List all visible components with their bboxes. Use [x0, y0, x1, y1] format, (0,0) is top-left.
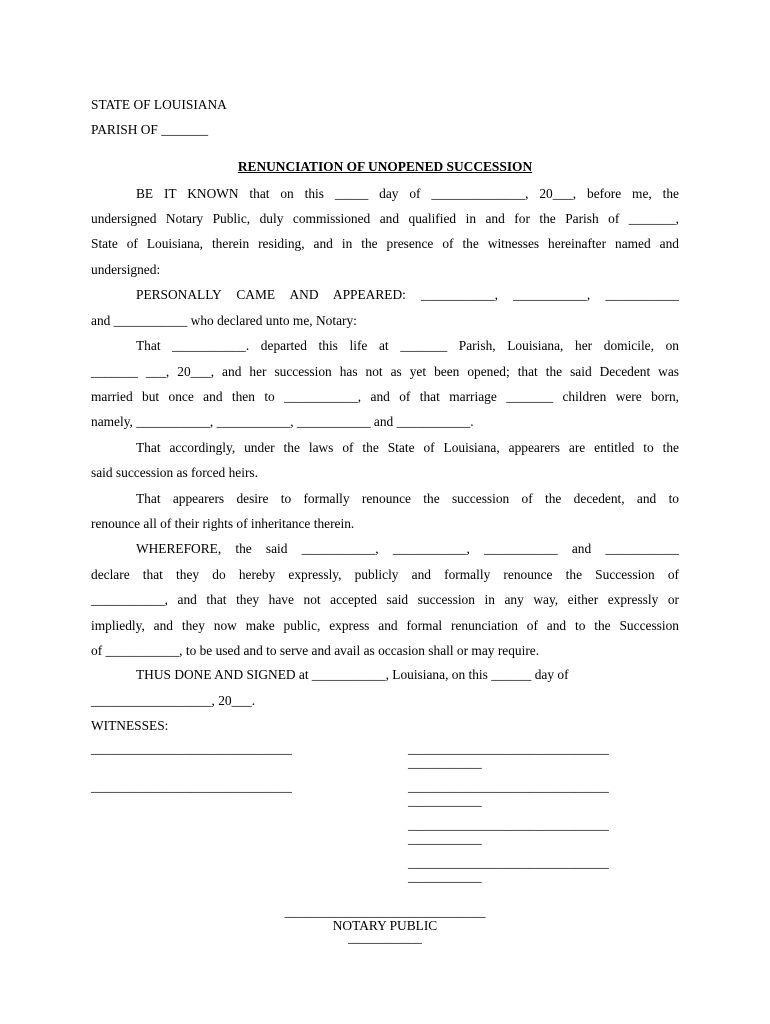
- appearer-signature-line-4: ______________________________: [408, 855, 609, 870]
- witness-signature-line-1: ______________________________: [91, 741, 292, 756]
- notary-public-label: NOTARY PUBLIC: [332, 918, 438, 933]
- appearer-signature-subline-4: ___________: [408, 869, 482, 884]
- appearer-signature-line-3: ______________________________: [408, 817, 609, 832]
- paragraph-wherefore-line-2: declare that they do hereby expressly, publicly and formally renounce the Succession of: [91, 567, 679, 582]
- paragraph-desire-line-1: That appearers desire to formally renounce the succession of the decedent, and to: [136, 491, 679, 506]
- state-heading: STATE OF LOUISIANA: [91, 97, 227, 112]
- parish-heading: PARISH OF _______: [91, 122, 209, 137]
- appearer-signature-subline-2: ___________: [408, 793, 482, 808]
- witness-signature-line-2: ______________________________: [91, 779, 292, 794]
- paragraph-appeared-line-1: PERSONALLY CAME AND APPEARED: ___________, ___________, ___________: [136, 287, 679, 302]
- paragraph-that-line-3: married but once and then to ___________, and of that marriage _______ children were born,: [91, 389, 679, 404]
- paragraph-wherefore-line-1: WHEREFORE, the said ___________, ___________, ___________ and ___________: [136, 541, 679, 556]
- paragraph-known-line-2: undersigned Notary Public, duly commissioned and qualified in and for the Parish of _______,: [91, 211, 679, 226]
- paragraph-that-line-4: namely, ___________, ___________, ___________ and ___________.: [91, 414, 474, 429]
- paragraph-accordingly-line-1: That accordingly, under the laws of the State of Louisiana, appearers are entitled to the: [136, 440, 679, 455]
- notary-subline: ___________: [348, 930, 422, 945]
- notary-signature-line: ______________________________: [284, 904, 486, 919]
- paragraph-accordingly-line-2: said succession as forced heirs.: [91, 465, 258, 480]
- paragraph-wherefore-line-4: impliedly, and they now make public, express and formal renunciation of and to the Succession: [91, 618, 679, 633]
- appearer-signature-line-1: ______________________________: [408, 741, 609, 756]
- witnesses-label: WITNESSES:: [91, 718, 169, 733]
- paragraph-wherefore-line-5: of ___________, to be used and to serve and avail as occasion shall or may require.: [91, 643, 540, 658]
- appearer-signature-subline-3: ___________: [408, 831, 482, 846]
- paragraph-wherefore-line-3: ___________, and that they have not accepted said succession in any way, either expressly or: [91, 592, 679, 607]
- document-title: RENUNCIATION OF UNOPENED SUCCESSION: [237, 159, 533, 174]
- paragraph-known-line-4: undersigned:: [91, 262, 161, 277]
- paragraph-known-line-3: State of Louisiana, therein residing, and in the presence of the witnesses hereinafter named and: [91, 236, 679, 251]
- paragraph-appeared-line-2: and ___________ who declared unto me, Notary:: [91, 313, 357, 328]
- paragraph-that-line-1: That ___________. departed this life at _______ Parish, Louisiana, her domicile, on: [136, 338, 679, 353]
- appearer-signature-subline-1: ___________: [408, 755, 482, 770]
- paragraph-known-line-1: BE IT KNOWN that on this _____ day of ______________, 20___, before me, the: [136, 186, 679, 201]
- paragraph-thus-line-1: THUS DONE AND SIGNED at ___________, Louisiana, on this ______ day of: [136, 667, 569, 682]
- paragraph-thus-line-2: __________________, 20___.: [91, 693, 256, 708]
- paragraph-desire-line-2: renounce all of their rights of inheritance therein.: [91, 516, 355, 531]
- appearer-signature-line-2: ______________________________: [408, 779, 609, 794]
- paragraph-that-line-2: _______ ___, 20___, and her succession has not as yet been opened; that the said Decedent was: [91, 364, 679, 379]
